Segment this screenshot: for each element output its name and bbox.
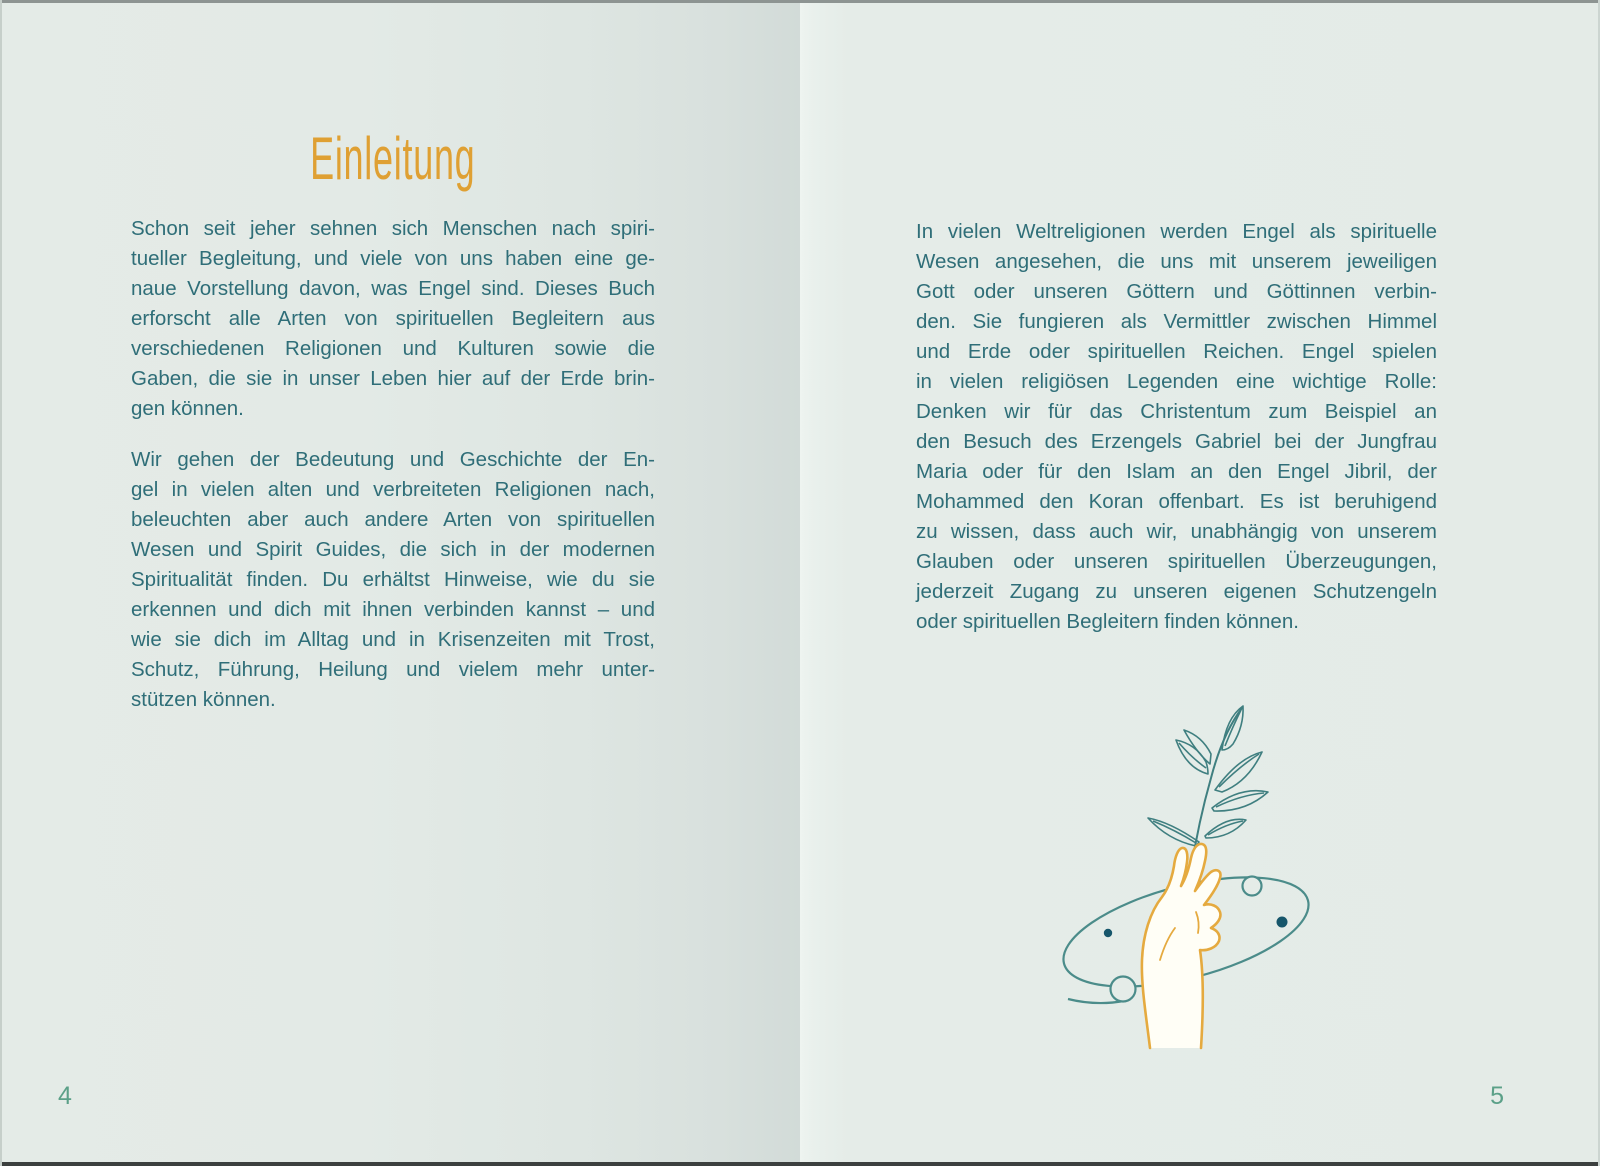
text-line: Schon seit jeher sehnen sich Menschen nach spiri- bbox=[131, 217, 655, 240]
left-edge-line bbox=[0, 0, 2, 1166]
text-line: Wir gehen der Bedeutung und Geschichte der En- bbox=[131, 448, 655, 471]
text-line: den. Sie fungieren als Vermittler zwischen Himmel bbox=[916, 310, 1437, 333]
paragraph bbox=[916, 217, 1437, 637]
bottom-edge-line bbox=[0, 1162, 1600, 1166]
orbit-planet-icon bbox=[1243, 877, 1262, 896]
text-line: wie sie dich im Alltag und in Krisenzeiten mit Trost, bbox=[131, 628, 655, 651]
text-line: den Besuch des Erzengels Gabriel bei der Jungfrau bbox=[916, 430, 1437, 453]
chapter-title bbox=[131, 125, 655, 192]
text-line: tueller Begleitung, und viele von uns haben eine ge- bbox=[131, 247, 655, 270]
orbit-dot-icon bbox=[1277, 917, 1288, 928]
hand-holding-branch-illustration bbox=[1000, 660, 1360, 1060]
text-line: verschiedenen Religionen und Kulturen sowie die bbox=[131, 337, 655, 360]
orbit-planet-icon bbox=[1111, 977, 1136, 1002]
text-line: naue Vorstellung davon, was Engel sind. Dieses Buch bbox=[131, 277, 655, 300]
orbit-dot-icon bbox=[1104, 929, 1112, 937]
text-line: gen können. bbox=[131, 397, 244, 420]
text-line: Glauben oder unseren spirituellen Überzeugungen, bbox=[916, 550, 1437, 573]
text-line: Schutz, Führung, Heilung und vielem mehr unter- bbox=[131, 658, 655, 681]
text-line: Maria oder für den Islam an den Engel Jibril, der bbox=[916, 460, 1437, 483]
text-line: erforscht alle Arten von spirituellen Begleitern aus bbox=[131, 307, 655, 330]
paragraph bbox=[131, 445, 655, 715]
text-line: gel in vielen alten und verbreiteten Religionen nach, bbox=[131, 478, 655, 501]
text-line: beleuchten aber auch andere Arten von spirituellen bbox=[131, 508, 655, 531]
right-page bbox=[800, 0, 1600, 1166]
text-line: Gott oder unseren Göttern und Göttinnen verbin- bbox=[916, 280, 1437, 303]
text-line: zu wissen, dass auch wir, unabhängig von unserem bbox=[916, 520, 1437, 543]
text-line: Wesen und Spirit Guides, die sich in der modernen bbox=[131, 538, 655, 561]
text-line: Spiritualität finden. Du erhältst Hinweise, wie du sie bbox=[131, 568, 655, 591]
text-line: und Erde oder spirituellen Reichen. Engel spielen bbox=[916, 340, 1437, 363]
text-line: oder spirituellen Begleitern finden können. bbox=[916, 610, 1299, 633]
page-number: 4 bbox=[58, 1082, 72, 1110]
text-line: Mohammed den Koran offenbart. Es ist beruhigend bbox=[916, 490, 1437, 513]
text-line: In vielen Weltreligionen werden Engel als spirituelle bbox=[916, 220, 1437, 243]
paragraph bbox=[131, 214, 655, 424]
text-line: Gaben, die sie in unser Leben hier auf der Erde brin- bbox=[131, 367, 655, 390]
text-line: Denken wir für das Christentum zum Beispiel an bbox=[916, 400, 1437, 423]
chapter-title-text: Einleitung bbox=[310, 125, 476, 192]
text-line: stützen können. bbox=[131, 688, 276, 711]
page-number: 5 bbox=[1490, 1082, 1504, 1110]
text-line: Wesen angesehen, die uns mit unserem jeweiligen bbox=[916, 250, 1437, 273]
text-line: jederzeit Zugang zu unseren eigenen Schutzengeln bbox=[916, 580, 1437, 603]
branch-icon bbox=[1148, 706, 1268, 870]
text-line: erkennen und dich mit ihnen verbinden kannst – und bbox=[131, 598, 655, 621]
top-edge-line bbox=[0, 0, 1600, 3]
hand-icon bbox=[1142, 844, 1221, 1048]
text-line: in vielen religiösen Legenden eine wichtige Rolle: bbox=[916, 370, 1437, 393]
